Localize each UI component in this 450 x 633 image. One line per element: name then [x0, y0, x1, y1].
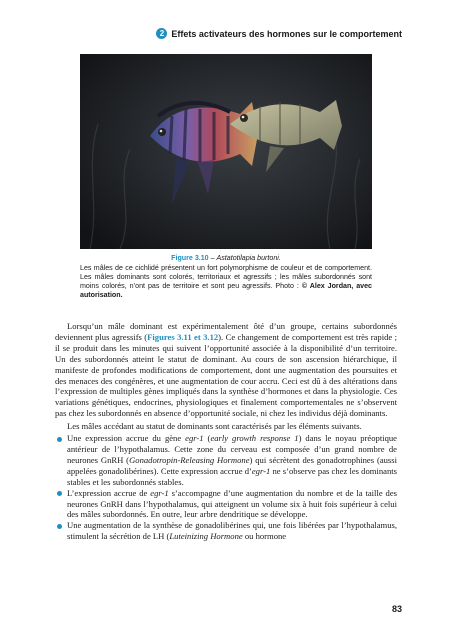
b1-text-a: Une expression accrue du gène	[67, 433, 186, 444]
list-item	[55, 488, 397, 521]
b1-text-e: ne s’observe pas chez les dominants stables et les subordonnés stables.	[67, 465, 397, 487]
page-number: 83	[391, 604, 402, 614]
figure-title	[80, 254, 372, 263]
figure-caption	[80, 254, 372, 300]
b3-text-b: ou hormone	[242, 531, 287, 542]
b1-text-c: ) dans le noyau préoptique antérieur de l’hypothalamus. Cette zone du cerveau est composée d’un grand nombre de neurones GnRH (	[67, 433, 397, 465]
running-header	[156, 28, 402, 39]
p1-text-a: Lorsqu’un mâle dominant est expérimentalement ôté d’un groupe, certains subordonnés deviennent plus agressifs (	[55, 321, 397, 342]
photo-credit: © Alex Jordan, avec autorisation.	[80, 282, 373, 299]
figure-species: Astatotilapia burtoni.	[216, 254, 281, 262]
figure-reference-link[interactable]: Figures 3.11 et 3.12	[147, 331, 219, 342]
list-item	[55, 433, 397, 488]
b1-gene-fullname: early growth response 1	[210, 433, 299, 444]
paragraph-2: Les mâles accédant au statut de dominants sont caractérisés par les éléments suivants.	[67, 421, 362, 432]
list-item	[55, 520, 397, 542]
b2-text-b: s’accompagne d’une augmentation du nombre et de la taille des neurones GnRH dans l’hypothalamus, qui atteignent un volume six à huit fois supérieur à celui des mâles subordonnés. En outre, leur arbre dendritique se développe.	[67, 487, 397, 520]
body-text	[55, 321, 397, 542]
chapter-number-badge: 2	[156, 28, 167, 39]
b1-gene: egr-1	[185, 433, 204, 444]
cichlid-photo-illustration	[80, 54, 372, 249]
b3-text-a: Une augmentation de la synthèse de gonadolibérines qui, une fois libérées par l’hypothalamus, stimulent la sécrétion de LH (	[67, 520, 397, 542]
b1-text-d: ) qui sécrètent des gonadotrophines (aussi appelées gonadolibérines). Cette expression accrue d’	[67, 454, 398, 476]
p1-text-b: ). Ce changement de comportement est très rapide ; il se produit dans les minutes qui suivent l’opportunité associée à la disponibilité d’un territoire. Un des subordonnés atteint le statut de dominant. Au cours de son ascension hiérarchique, il manifeste de profondes modifications de comportement, dont une augmentation des poursuites et des menaces des congénères, et une augmentation de cour accru. Ceci est dû à des altérations dans l’expression de multiples gènes impliqués dans la synthèse d’hormones et dans la physiologie. Ces variations génétiques, endocrines, physiologiques et finalement comportementales ne s’observent pas chez les subordonnés en absence d’opportunité sociale, ni chez les individus déjà dominants.	[55, 331, 397, 419]
b1-gnrh-fullname: Gonadotropin-Releasing Hormone	[129, 454, 250, 465]
b1-gene-2: egr-1	[251, 465, 271, 476]
b1-text-b: (	[203, 433, 211, 444]
b2-gene: egr-1	[150, 487, 169, 498]
b3-lh-fullname: Luteinizing Hormone	[169, 531, 243, 542]
bullet-list	[55, 433, 397, 542]
b2-text-a: L’expression accrue de	[67, 487, 151, 498]
figure-dash: –	[208, 254, 217, 262]
figure-number: Figure 3.10	[171, 254, 209, 262]
figure-caption-text	[80, 264, 372, 300]
paragraph-1	[55, 321, 397, 419]
fish-photo	[80, 54, 372, 249]
running-title: Effets activateurs des hormones sur le comportement	[171, 28, 402, 39]
caption-body: Les mâles de ce cichlidé présentent un fort polymorphisme de couleur et de comportement. Les mâles dominants sont colorés, territoriaux et agressifs ; les mâles subordonnés sont moins colorés, n’ont pas de territoire et sont peu agressifs. Photo :	[80, 264, 372, 290]
